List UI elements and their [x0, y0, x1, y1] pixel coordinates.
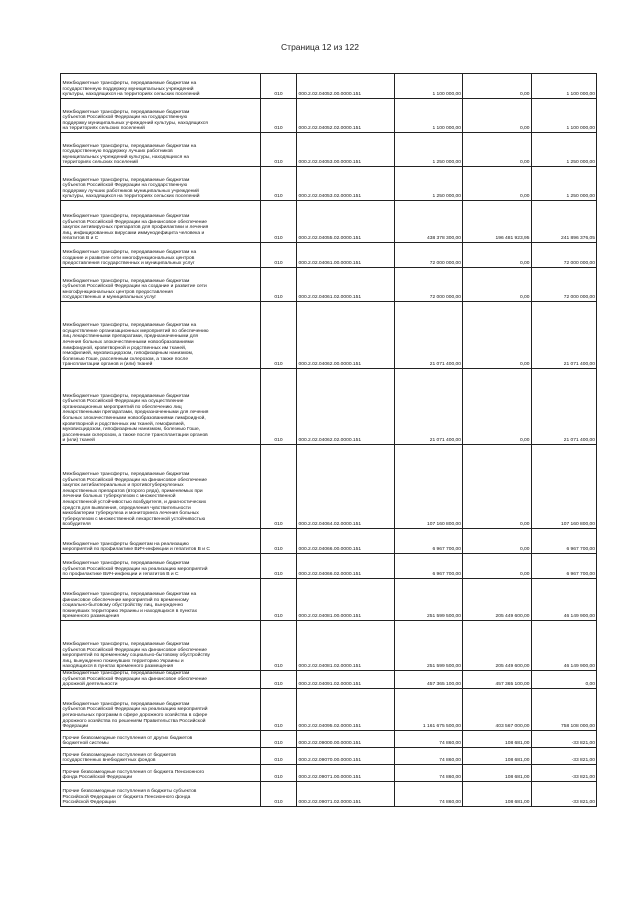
planned-amount-cell: 1 161 675 500,00 [394, 688, 463, 730]
item-name-cell: Межбюджетные трансферты, передаваемые бюджетам субъектов Российской Федерации на финансовое обеспечение закупок антивирусных препаратов для профилактики и лечения лиц, инфицированных вирусами иммунодефицита человека и гепатитов В и С [61, 201, 261, 243]
remaining-amount-cell: 758 108 000,00 [531, 688, 597, 730]
income-code-cell: 000.2.02.09071.00.0000.151 [297, 764, 395, 781]
remaining-amount-cell: -33 821,00 [531, 747, 597, 764]
line-code-cell: 010 [260, 621, 297, 671]
line-code-cell: 010 [260, 369, 297, 445]
remaining-amount-cell: -33 821,00 [531, 764, 597, 781]
executed-amount-cell: 0,00 [463, 243, 532, 268]
table-row [61, 243, 597, 268]
executed-amount-cell: 457 365 100,00 [463, 671, 532, 689]
executed-amount-cell: 0,00 [463, 529, 532, 554]
remaining-amount-cell: 21 071 400,00 [531, 302, 597, 369]
line-code-cell: 010 [260, 201, 297, 243]
line-code-cell: 010 [260, 688, 297, 730]
item-name-cell: Межбюджетные трансферты, передаваемые бюджетам субъектов Российской Федерации на создание и развитие сети многофункциональных центров предоставления государственных и муниципальных услуг [61, 268, 261, 302]
planned-amount-cell: 1 100 000,00 [394, 74, 463, 99]
table-row [61, 99, 597, 133]
budget-income-table [60, 73, 597, 807]
table-row [61, 302, 597, 369]
income-code-cell: 000.2.02.04053.00.0000.151 [297, 133, 395, 167]
executed-amount-cell: 0,00 [463, 554, 532, 579]
table-row [61, 621, 597, 671]
line-code-cell: 010 [260, 302, 297, 369]
remaining-amount-cell: 72 000 000,00 [531, 268, 597, 302]
income-code-cell: 000.2.02.04095.02.0000.151 [297, 688, 395, 730]
executed-amount-cell: 108 681,00 [463, 747, 532, 764]
table-row [61, 671, 597, 689]
executed-amount-cell: 0,00 [463, 369, 532, 445]
executed-amount-cell: 196 481 923,95 [463, 201, 532, 243]
executed-amount-cell: 205 449 600,00 [463, 621, 532, 671]
executed-amount-cell: 0,00 [463, 167, 532, 201]
remaining-amount-cell: -33 821,00 [531, 730, 597, 747]
income-code-cell: 000.2.02.04053.02.0000.151 [297, 167, 395, 201]
item-name-cell: Межбюджетные трансферты, передаваемые бюджетам субъектов Российской Федерации на реализацию мероприятий региональных программ в сфере дорожного хозяйства в сфере дорожного хозяйства по решениям Правительства Российской Федерации [61, 688, 261, 730]
planned-amount-cell: 21 071 400,00 [394, 302, 463, 369]
planned-amount-cell: 72 000 000,00 [394, 243, 463, 268]
item-name-cell: Межбюджетные трансферты, передаваемые бюджетам субъектов Российской Федерации на финансовое обеспечение дорожной деятельности [61, 671, 261, 689]
item-name-cell: Прочие безвозмездные поступления от бюджетов государственных внебюджетных фондов [61, 747, 261, 764]
executed-amount-cell: 403 567 000,00 [463, 688, 532, 730]
line-code-cell: 010 [260, 579, 297, 621]
item-name-cell: Прочие безвозмездные поступления от бюджета Пенсионного фонда Российской Федерации [61, 764, 261, 781]
income-code-cell: 000.2.02.04091.02.0000.151 [297, 671, 395, 689]
income-code-cell: 000.2.02.09000.00.0000.151 [297, 730, 395, 747]
line-code-cell: 010 [260, 268, 297, 302]
remaining-amount-cell: 46 149 900,00 [531, 579, 597, 621]
executed-amount-cell: 0,00 [463, 445, 532, 529]
table-row [61, 167, 597, 201]
planned-amount-cell: 1 250 000,00 [394, 133, 463, 167]
remaining-amount-cell: 241 896 376,05 [531, 201, 597, 243]
planned-amount-cell: 6 967 700,00 [394, 529, 463, 554]
income-code-cell: 000.2.02.04066.02.0000.151 [297, 554, 395, 579]
planned-amount-cell: 74 860,00 [394, 747, 463, 764]
table-row [61, 133, 597, 167]
planned-amount-cell: 1 250 000,00 [394, 167, 463, 201]
income-code-cell: 000.2.02.04062.00.0000.151 [297, 302, 395, 369]
income-code-cell: 000.2.02.04081.00.0000.151 [297, 579, 395, 621]
income-code-cell: 000.2.02.09071.02.0000.151 [297, 781, 395, 806]
executed-amount-cell: 205 449 600,00 [463, 579, 532, 621]
planned-amount-cell: 438 378 300,00 [394, 201, 463, 243]
remaining-amount-cell: 21 071 400,00 [531, 369, 597, 445]
planned-amount-cell: 107 160 800,00 [394, 445, 463, 529]
page-number-label: Страница 12 из 122 [281, 42, 359, 52]
income-code-cell: 000.2.02.04061.00.0000.151 [297, 243, 395, 268]
table-row [61, 74, 597, 99]
item-name-cell: Межбюджетные трансферты, передаваемые бюджетам субъектов Российской Федерации на государственную поддержку муниципальных учреждений культуры, находящихся на территориях сельских поселений [61, 99, 261, 133]
remaining-amount-cell: 1 250 000,00 [531, 167, 597, 201]
item-name-cell: Межбюджетные трансферты, передаваемые бюджетам субъектов Российской Федерации на финансовое обеспечение мероприятий по временному социально-бытовому обустройству лиц, вынужденно покинувших территорию Украины и находящихся в пунктах временного размещения [61, 621, 261, 671]
table-row [61, 781, 597, 806]
item-name-cell: Межбюджетные трансферты, передаваемые бюджетам на государственную поддержку муниципальных учреждений культуры, находящихся на территориях сельских поселений [61, 74, 261, 99]
planned-amount-cell: 457 365 100,00 [394, 671, 463, 689]
remaining-amount-cell: 0,00 [531, 671, 597, 689]
line-code-cell: 010 [260, 133, 297, 167]
table-row [61, 730, 597, 747]
remaining-amount-cell: 1 250 000,00 [531, 133, 597, 167]
planned-amount-cell: 74 860,00 [394, 764, 463, 781]
line-code-cell: 010 [260, 747, 297, 764]
executed-amount-cell: 108 681,00 [463, 730, 532, 747]
remaining-amount-cell: 107 160 800,00 [531, 445, 597, 529]
remaining-amount-cell: 1 100 000,00 [531, 99, 597, 133]
item-name-cell: Межбюджетные трансферты бюджетам на реализацию мероприятий по профилактике ВИЧ-инфекции и гепатитов В и С [61, 529, 261, 554]
executed-amount-cell: 108 681,00 [463, 781, 532, 806]
income-code-cell: 000.2.02.04062.02.0000.151 [297, 369, 395, 445]
remaining-amount-cell: 6 967 700,00 [531, 529, 597, 554]
income-code-cell: 000.2.02.04066.00.0000.151 [297, 529, 395, 554]
table-body [61, 74, 597, 807]
table-row [61, 747, 597, 764]
line-code-cell: 010 [260, 243, 297, 268]
line-code-cell: 010 [260, 554, 297, 579]
remaining-amount-cell: -33 821,00 [531, 781, 597, 806]
table-row [61, 554, 597, 579]
table-row [61, 764, 597, 781]
planned-amount-cell: 74 860,00 [394, 730, 463, 747]
item-name-cell: Межбюджетные трансферты, передаваемые бюджетам субъектов Российской Федерации на государственную поддержку лучших работников муниципальных учреждений культуры, находящихся на территориях сельских поселений [61, 167, 261, 201]
item-name-cell: Межбюджетные трансферты, передаваемые бюджетам на государственную поддержку лучших работников муниципальных учреждений культуры, находящихся на территориях сельских поселений [61, 133, 261, 167]
item-name-cell: Межбюджетные трансферты, передаваемые бюджетам на создание и развитие сети многофункциональных центров предоставления государственных и муниципальных услуг [61, 243, 261, 268]
executed-amount-cell: 0,00 [463, 99, 532, 133]
item-name-cell: Межбюджетные трансферты, передаваемые бюджетам субъектов Российской Федерации на осуществление организационных мероприятий по обеспечению лиц лекарственными препаратами, предназначенными для лечения больных злокачественными новообразованиями лимфоидной, кроветворной и родственных им тканей, гемофилией, муковисцидозом, гипофизарным нанизмом, болезнью Гоше, рассеянным склерозом, а также после трансплантации органов и (или) тканей [61, 369, 261, 445]
table-row [61, 445, 597, 529]
table-row [61, 688, 597, 730]
line-code-cell: 010 [260, 99, 297, 133]
table-row [61, 201, 597, 243]
planned-amount-cell: 21 071 400,00 [394, 369, 463, 445]
item-name-cell: Межбюджетные трансферты, передаваемые бюджетам субъектов Российской Федерации на реализацию мероприятий по профилактике ВИЧ-инфекции и гепатитов В и С [61, 554, 261, 579]
planned-amount-cell: 6 967 700,00 [394, 554, 463, 579]
planned-amount-cell: 251 599 500,00 [394, 579, 463, 621]
executed-amount-cell: 0,00 [463, 133, 532, 167]
line-code-cell: 010 [260, 167, 297, 201]
income-code-cell: 000.2.02.04052.00.0000.151 [297, 74, 395, 99]
line-code-cell: 010 [260, 730, 297, 747]
table-row [61, 579, 597, 621]
planned-amount-cell: 251 599 500,00 [394, 621, 463, 671]
item-name-cell: Межбюджетные трансферты, передаваемые бюджетам субъектов Российской Федерации на финансовое обеспечение закупок антибактериальных и противотуберкулезных лекарственных препаратов (второго ряда), применяемых при лечении больных туберкулезом с множественной лекарственной устойчивостью возбудителя, и диагностических средств для выявления, определения чувствительности микобактерии туберкулеза и мониторинга лечения больных туберкулезом с множественной лекарственной устойчивостью возбудителя [61, 445, 261, 529]
income-code-cell: 000.2.02.04061.02.0000.151 [297, 268, 395, 302]
item-name-cell: Прочие безвозмездные поступления от других бюджетов бюджетной системы [61, 730, 261, 747]
item-name-cell: Прочие безвозмездные поступления в бюджеты субъектов Российской Федерации от бюджета Пенсионного фонда Российской Федерации [61, 781, 261, 806]
planned-amount-cell: 1 100 000,00 [394, 99, 463, 133]
line-code-cell: 010 [260, 74, 297, 99]
table-row [61, 369, 597, 445]
table-row [61, 268, 597, 302]
line-code-cell: 010 [260, 529, 297, 554]
income-code-cell: 000.2.02.04064.02.0000.151 [297, 445, 395, 529]
remaining-amount-cell: 46 149 900,00 [531, 621, 597, 671]
line-code-cell: 010 [260, 671, 297, 689]
line-code-cell: 010 [260, 781, 297, 806]
remaining-amount-cell: 6 967 700,00 [531, 554, 597, 579]
income-code-cell: 000.2.02.09070.00.0000.151 [297, 747, 395, 764]
planned-amount-cell: 72 000 000,00 [394, 268, 463, 302]
executed-amount-cell: 0,00 [463, 268, 532, 302]
line-code-cell: 010 [260, 445, 297, 529]
executed-amount-cell: 108 681,00 [463, 764, 532, 781]
remaining-amount-cell: 1 100 000,00 [531, 74, 597, 99]
table-row [61, 529, 597, 554]
line-code-cell: 010 [260, 764, 297, 781]
planned-amount-cell: 74 860,00 [394, 781, 463, 806]
item-name-cell: Межбюджетные трансферты, передаваемые бюджетам на осуществление организационных мероприятий по обеспечению лиц лекарственными препаратами, предназначенными для лечения больных злокачественными новообразованиями лимфоидной, кроветворной и родственных им тканей, гемофилией, муковисцидозом, гипофизарным нанизмом, болезнью Гоше, рассеянным склерозом, а также после трансплантации органов и (или) тканей [61, 302, 261, 369]
remaining-amount-cell: 72 000 000,00 [531, 243, 597, 268]
income-code-cell: 000.2.02.04055.02.0000.151 [297, 201, 395, 243]
income-code-cell: 000.2.02.04052.02.0000.151 [297, 99, 395, 133]
executed-amount-cell: 0,00 [463, 74, 532, 99]
income-code-cell: 000.2.02.04081.02.0000.151 [297, 621, 395, 671]
item-name-cell: Межбюджетные трансферты, передаваемые бюджетам на финансовое обеспечение мероприятий по временному социально-бытовому обустройству лиц, вынужденно покинувших территорию Украины и находящихся в пунктах временного размещения [61, 579, 261, 621]
executed-amount-cell: 0,00 [463, 302, 532, 369]
